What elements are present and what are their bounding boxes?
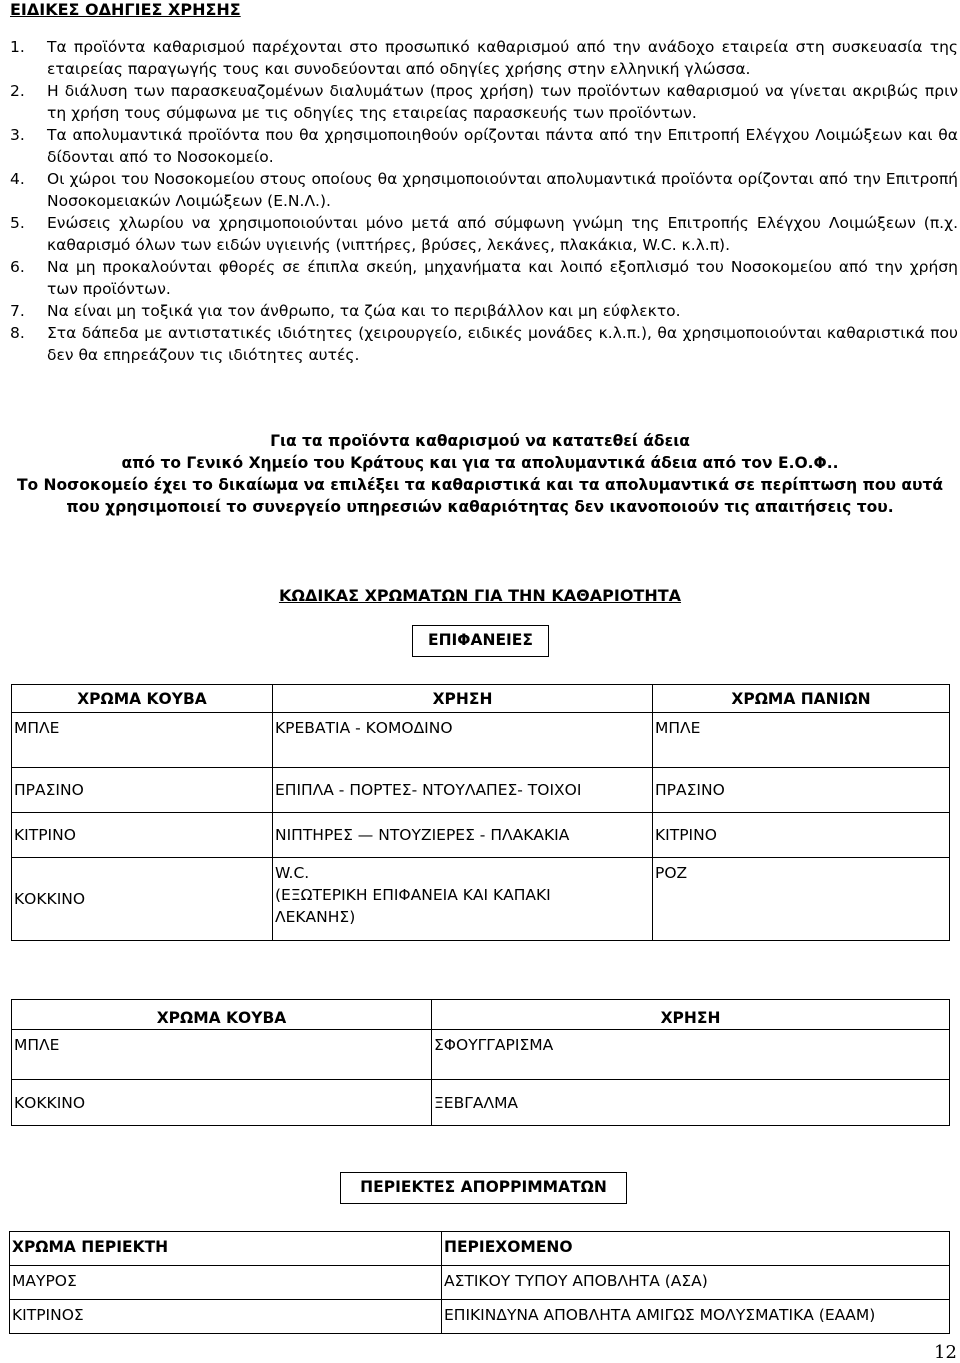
table-cell: ΠΡΑΣΙΝΟ bbox=[653, 768, 950, 813]
instruction-item bbox=[10, 322, 958, 366]
notice-line: Για τα προϊόντα καθαρισμού να κατατεθεί άδεια bbox=[270, 432, 690, 450]
table-cell: ΕΠΙΠΛΑ - ΠΟΡΤΕΣ- ΝΤΟΥΛΑΠΕΣ- ΤΟΙΧΟΙ bbox=[273, 768, 653, 813]
table-cell: ΡΟΖ bbox=[653, 858, 950, 941]
instruction-item bbox=[10, 300, 958, 322]
table-header: ΧΡΩΜΑ ΚΟΥΒΑ bbox=[12, 685, 273, 713]
table-cell: ΚΟΚΚΙΝΟ bbox=[12, 858, 273, 941]
table-cell: ΜΠΛΕ bbox=[12, 1030, 432, 1080]
notice-line: Το Νοσοκομείο έχει το δικαίωμα να επιλέξει τα καθαριστικά και τα απολυμαντικά σε περίπτωση που αυτά bbox=[16, 476, 944, 494]
table-header: ΧΡΩΜΑ ΠΕΡΙΕΚΤΗ bbox=[10, 1232, 442, 1266]
instruction-text: Η διάλυση των παρασκευαζομένων διαλυμάτων (προς χρήση) των προϊόντων καθαρισμού να γίνεται ακριβώς πριν τη χρήση τους σύμφωνα με τις οδηγίες της εταιρείας παρασκευής των προϊόντων. bbox=[47, 82, 958, 122]
page-heading: ΕΙΔΙΚΕΣ ΟΔΗΓΙΕΣ ΧΡΗΣΗΣ bbox=[10, 0, 241, 19]
surfaces-title: ΕΠΙΦΑΝΕΙΕΣ bbox=[412, 625, 549, 657]
table-header: ΧΡΩΜΑ ΠΑΝΙΩΝ bbox=[653, 685, 950, 713]
instruction-number: 5. bbox=[10, 214, 25, 232]
table-cell: ΑΣΤΙΚΟΥ ΤΥΠΟΥ ΑΠΟΒΛΗΤΑ (ΑΣΑ) bbox=[442, 1266, 950, 1300]
instruction-item bbox=[10, 124, 958, 168]
instruction-item bbox=[10, 168, 958, 212]
table-cell: ΞΕΒΓΑΛΜΑ bbox=[432, 1080, 950, 1126]
page-number: 12 bbox=[934, 1342, 957, 1363]
instruction-number: 7. bbox=[10, 302, 25, 320]
instruction-item bbox=[10, 212, 958, 256]
table-cell: ΚΙΤΡΙΝΟ bbox=[12, 813, 273, 858]
table-cell: ΜΠΛΕ bbox=[653, 713, 950, 768]
color-code-title: ΚΩΔΙΚΑΣ ΧΡΩΜΑΤΩΝ ΓΙΑ ΤΗΝ ΚΑΘΑΡΙΟΤΗΤΑ bbox=[278, 586, 682, 605]
table-cell: ΚΡΕΒΑΤΙΑ - ΚΟΜΟΔΙΝΟ bbox=[273, 713, 653, 768]
licence-notice bbox=[0, 430, 960, 518]
instruction-number: 8. bbox=[10, 324, 25, 342]
instruction-text: Να είναι μη τοξικά για τον άνθρωπο, τα ζώα και το περιβάλλον και μη εύφλεκτο. bbox=[47, 302, 681, 320]
table-header: ΧΡΗΣΗ bbox=[273, 685, 653, 713]
cell-line: (ΕΞΩΤΕΡΙΚΗ ΕΠΙΦΑΝΕΙΑ ΚΑΙ ΚΑΠΑΚΙ bbox=[275, 886, 551, 904]
table-cell: ΜΠΛΕ bbox=[12, 713, 273, 768]
instruction-text: Οι χώροι του Νοσοκομείου στους οποίους θα χρησιμοποιούνται απολυμαντικά προϊόντα ορίζονται από την Επιτροπή Νοσοκομειακών Λοιμώξεων (Ε.Ν.Λ.). bbox=[47, 170, 958, 210]
notice-line: από το Γενικό Χημείο του Κράτους και για τα απολυμαντικά άδεια από τον Ε.Ο.Φ.. bbox=[121, 454, 839, 472]
table-cell: ΣΦΟΥΓΓΑΡΙΣΜΑ bbox=[432, 1030, 950, 1080]
instruction-number: 3. bbox=[10, 126, 25, 144]
instruction-number: 6. bbox=[10, 258, 25, 276]
instruction-item bbox=[10, 256, 958, 300]
instruction-text: Στα δάπεδα με αντιστατικές ιδιότητες (χειρουργείο, ειδικές μονάδες κ.λ.π.), θα χρησιμοποιούνται καθαριστικά που δεν θα επηρεάζουν τις ιδιότητες αυτές. bbox=[47, 324, 958, 364]
instruction-text: Τα προϊόντα καθαρισμού παρέχονται στο προσωπικό καθαρισμού από την ανάδοχο εταιρεία στη συσκευασία της εταιρείας παραγωγής τους και συνοδεύονται από οδηγίες χρήσης στην ελληνική γλώσσα. bbox=[47, 38, 958, 78]
instructions-list bbox=[10, 36, 958, 366]
cell-line: ΛΕΚΑΝΗΣ) bbox=[275, 908, 356, 926]
instruction-text: Ενώσεις χλωρίου να χρησιμοποιούνται μόνο μετά από σύμφωνη γνώμη της Επιτροπής Ελέγχου Λοιμώξεων (π.χ. καθαρισμό όλων των ειδών υγιεινής (νιπτήρες, βρύσες, λεκάνες, πλακάκια, W.C. κ.λ.π). bbox=[47, 214, 958, 254]
table-cell: ΝΙΠΤΗΡΕΣ — ΝΤΟΥΖΙΕΡΕΣ - ΠΛΑΚΑΚΙΑ bbox=[273, 813, 653, 858]
table-cell: ΚΟΚΚΙΝΟ bbox=[12, 1080, 432, 1126]
instruction-text: Τα απολυμαντικά προϊόντα που θα χρησιμοποιηθούν ορίζονται πάντα από την Επιτροπή Ελέγχου Λοιμώξεων και θα δίδονται από το Νοσοκομείο. bbox=[47, 126, 958, 166]
table-header: ΧΡΗΣΗ bbox=[432, 1000, 950, 1030]
instruction-number: 1. bbox=[10, 38, 25, 56]
table-cell: ΚΙΤΡΙΝΟΣ bbox=[10, 1300, 442, 1334]
waste-title: ΠΕΡΙΕΚΤΕΣ ΑΠΟΡΡΙΜΜΑΤΩΝ bbox=[340, 1172, 627, 1204]
table-cell: ΠΡΑΣΙΝΟ bbox=[12, 768, 273, 813]
cell-line: W.C. bbox=[275, 864, 310, 882]
table-cell: ΜΑΥΡΟΣ bbox=[10, 1266, 442, 1300]
table-cell: ΕΠΙΚΙΝΔΥΝΑ ΑΠΟΒΛΗΤΑ ΑΜΙΓΩΣ ΜΟΛΥΣΜΑΤΙΚΑ (ΕΑΑΜ) bbox=[442, 1300, 950, 1334]
instruction-number: 4. bbox=[10, 170, 25, 188]
instruction-number: 2. bbox=[10, 82, 25, 100]
instruction-item bbox=[10, 36, 958, 80]
table-header: ΧΡΩΜΑ ΚΟΥΒΑ bbox=[12, 1000, 432, 1030]
table-cell bbox=[273, 858, 653, 941]
instruction-text: Να μη προκαλούνται φθορές σε έπιπλα σκεύη, μηχανήματα και λοιπό εξοπλισμό του Νοσοκομείου από την χρήση των προϊόντων. bbox=[47, 258, 958, 298]
notice-line: που χρησιμοποιεί το συνεργείο υπηρεσιών καθαριότητας δεν ικανοποιούν τις απαιτήσεις του. bbox=[66, 498, 894, 516]
table-cell: ΚΙΤΡΙΝΟ bbox=[653, 813, 950, 858]
waste-table bbox=[9, 1231, 950, 1334]
table-header: ΠΕΡΙΕΧΟΜΕΝΟ bbox=[442, 1232, 950, 1266]
floors-table bbox=[11, 999, 950, 1126]
instruction-item bbox=[10, 80, 958, 124]
surfaces-table bbox=[11, 684, 950, 941]
